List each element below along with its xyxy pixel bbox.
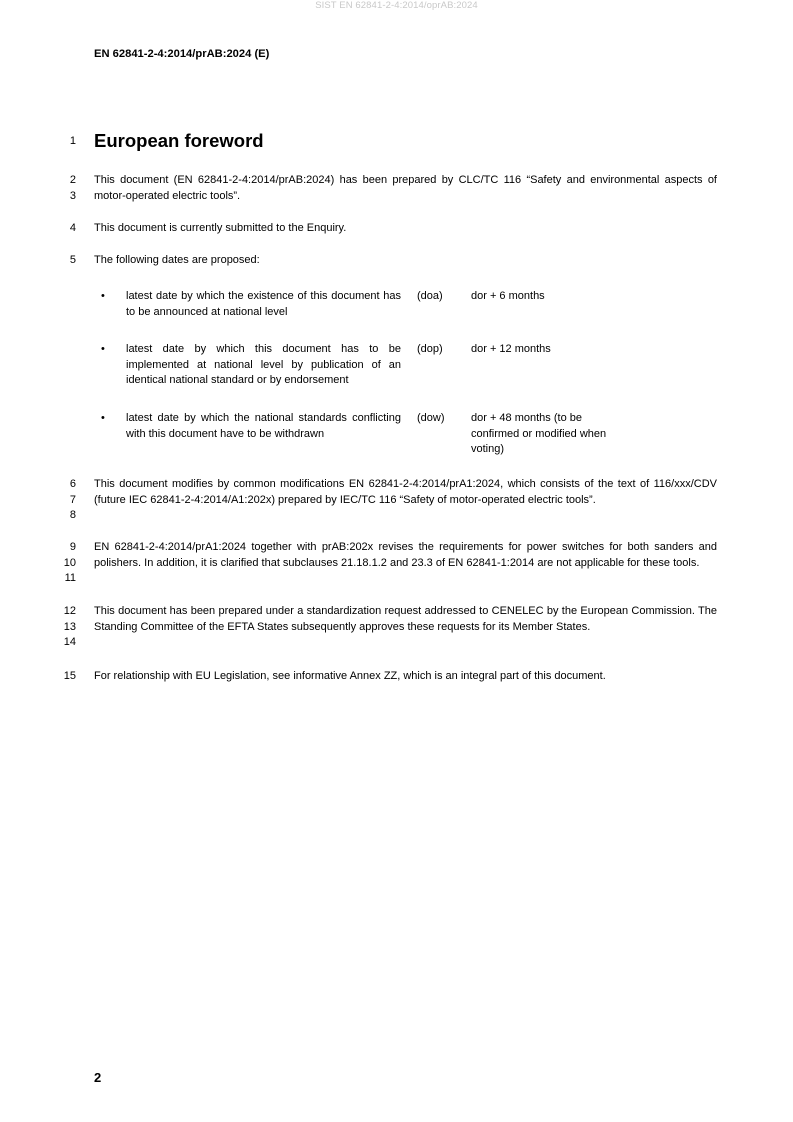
line-number: 6 xyxy=(69,478,76,490)
date-abbreviation: (doa) xyxy=(417,290,443,302)
line-number: 13 xyxy=(63,620,76,633)
line-number: 5 xyxy=(69,254,76,266)
date-value: dor + 12 months xyxy=(471,343,551,355)
paragraph-text: The following dates are proposed: xyxy=(94,254,260,266)
date-description: latest date by which this document has to be implemented at national level by publication of an identical national standard or by endorsement xyxy=(126,343,401,387)
date-description: latest date by which the existence of this document has to be announced at national level xyxy=(126,290,401,318)
paragraph-text: For relationship with EU Legislation, see informative Annex ZZ, which is an integral part of this document. xyxy=(94,670,606,682)
date-abbreviation: (dow) xyxy=(417,412,445,424)
line-number: 4 xyxy=(69,222,76,234)
section-heading: European foreword xyxy=(94,130,264,151)
line-number: 12 xyxy=(63,605,76,617)
paragraph-text: This document modifies by common modifications EN 62841-2-4:2014/prA1:2024, which consists of the text of 116/xxx/CDV (future IEC 62841-2-4:2014/A1:202x) prepared by IEC/TC 116 “Safety of motor-operated electric tools”. xyxy=(94,478,717,506)
line-number: 9 xyxy=(69,541,76,553)
date-value: dor + 48 months (to be confirmed or modified when voting) xyxy=(471,412,607,456)
line-number: 3 xyxy=(69,189,76,202)
line-number: 14 xyxy=(63,636,76,649)
date-description: latest date by which the national standards conflicting with this document have to be withdrawn xyxy=(126,412,401,440)
bullet: • xyxy=(101,290,105,302)
line-number: 15 xyxy=(63,670,76,682)
paragraph-text: This document has been prepared under a standardization request addressed to CENELEC by the European Commission. The Standing Committee of the EFTA States subsequently approves these requests for its Member States. xyxy=(94,605,717,633)
page-number: 2 xyxy=(94,1070,102,1085)
paragraph-text: This document is currently submitted to the Enquiry. xyxy=(94,222,347,234)
bullet: • xyxy=(101,412,105,424)
paragraph-text: EN 62841-2-4:2014/prA1:2024 together with prAB:202x revises the requirements for power switches for both sanders and polishers. In addition, it is clarified that subclauses 21.18.1.2 and 23.3 of EN 62841-1:2014 are not applicable for these tools. xyxy=(94,541,717,569)
line-number: 11 xyxy=(64,572,76,585)
date-abbreviation: (dop) xyxy=(417,343,443,355)
line-number: 8 xyxy=(69,509,76,522)
paragraph-text: This document (EN 62841-2-4:2014/prAB:2024) has been prepared by CLC/TC 116 “Safety and environmental aspects of motor-operated electric tools”. xyxy=(94,174,717,202)
document-header: EN 62841-2-4:2014/prAB:2024 (E) xyxy=(94,48,270,60)
line-number: 7 xyxy=(69,493,76,506)
line-number: 10 xyxy=(63,556,76,569)
line-number: 1 xyxy=(69,135,76,147)
date-value: dor + 6 months xyxy=(471,290,545,302)
watermark: SIST EN 62841-2-4:2014/oprAB:2024 xyxy=(315,0,478,11)
line-number: 2 xyxy=(69,174,76,186)
bullet: • xyxy=(101,343,105,355)
